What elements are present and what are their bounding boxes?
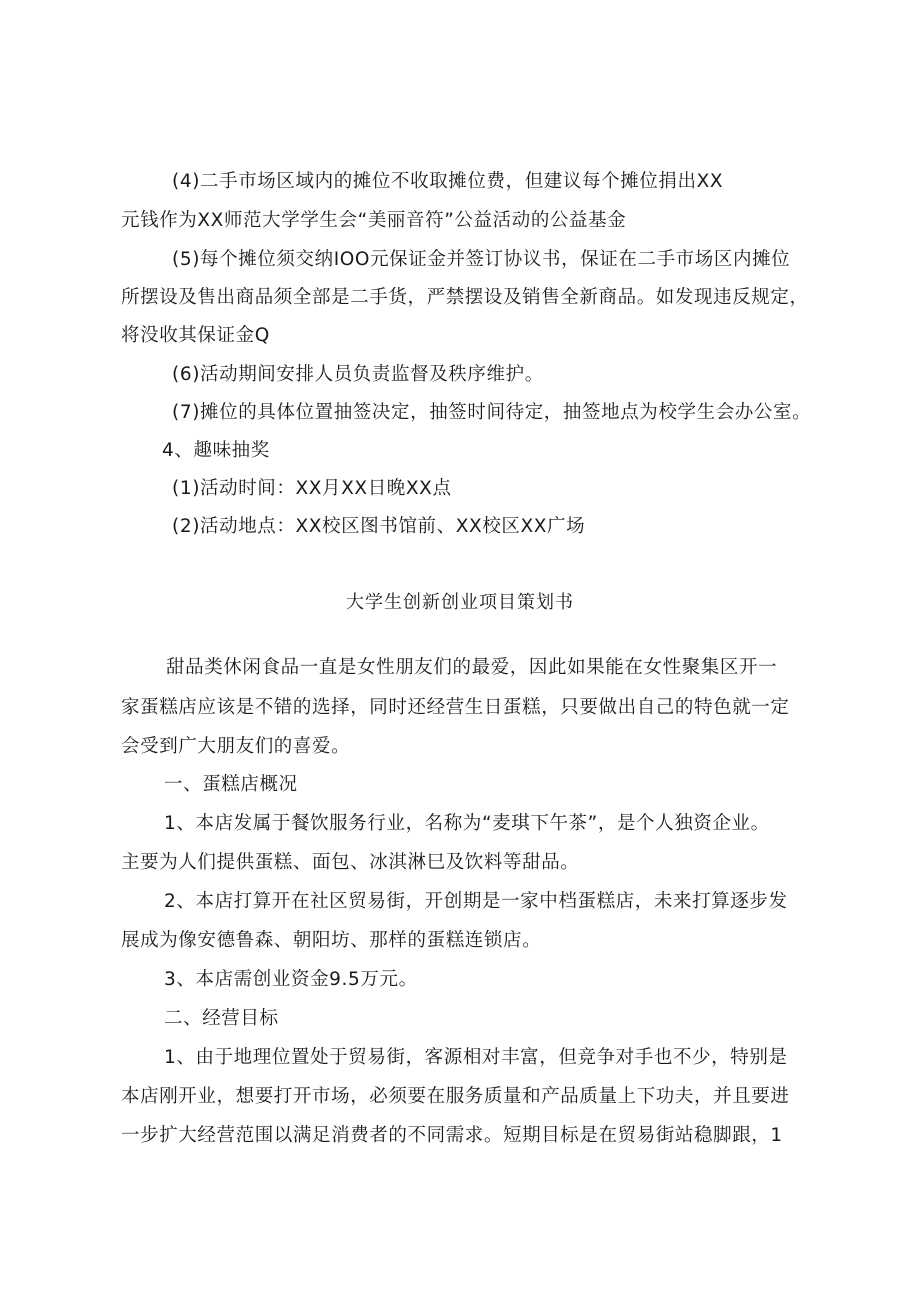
overview-p1-line-1: 1、本店发属于餐饮服务行业，名称为“麦琪下午茶”，是个人独资企业。 [164, 813, 770, 834]
overview-p2-line-1: 2、本店打算开在社区贸易街，开创期是一家中档蛋糕店，未来打算逐步发 [164, 891, 788, 912]
overview-p2-line-2: 展成为像安德鲁森、朝阳坊、那样的蛋糕连锁店。 [121, 930, 542, 951]
overview-p1-line-2: 主要为人们提供蛋糕、面包、冰淇淋巳及饮料等甜品。 [121, 852, 580, 873]
item-5-line-2: 所摆设及售出商品须全部是二手货，严禁摆设及销售全新商品。如发现违反规定， [121, 287, 809, 308]
goals-p1-line-2: 本店刚开业，想要打开市场，必须要在服务质量和产品质量上下功夫，并且要进 [121, 1086, 790, 1107]
lottery-time: (1)活动时间：XX月XX日晚XX点 [172, 478, 452, 499]
item-7: (7)摊位的具体位置抽签决定，抽签时间待定，抽签地点为校学生会办公室。 [172, 402, 812, 423]
lottery-location: (2)活动地点：XX校区图书馆前、XX校区XX广场 [172, 516, 586, 537]
intro-line-1: 甜品类休闲食品一直是女性朋友们的最爱，因此如果能在女性聚集区开一 [166, 657, 778, 678]
intro-line-3: 会受到广大朋友们的喜爱。 [121, 736, 351, 757]
item-4-line-1: (4)二手市场区域内的摊位不收取摊位费，但建议每个摊位捐出XX [172, 171, 724, 192]
item-6: (6)活动期间安排人员负责监督及秩序维护。 [172, 364, 544, 385]
overview-p3: 3、本店需创业资金9.5万元。 [164, 969, 418, 990]
item-5-line-1: (5)每个摊位须交纳IOO元保证金并签订协议书，保证在二手市场区内摊位 [172, 249, 791, 270]
item-4-line-2: 元钱作为XX师范大学学生会“美丽音符”公益活动的公益基金 [121, 210, 627, 231]
goals-p1-line-1: 1、由于地理位置处于贸易街，客源相对丰富，但竞争对手也不少，特别是 [164, 1047, 788, 1068]
document-title: 大学生创新创业项目策划书 [346, 592, 574, 613]
intro-line-2: 家蛋糕店应该是不错的选择，同时还经营生日蛋糕，只要做出自己的特色就一定 [121, 697, 790, 718]
item-5-line-3: 将没收其保证金Q [121, 325, 270, 346]
goals-p1-line-3: 一步扩大经营范围以满足消费者的不同需求。短期目标是在贸易街站稳脚跟，1 [121, 1125, 783, 1146]
heading-overview: 一、蛋糕店概况 [164, 774, 298, 795]
heading-lottery: 4、趣味抽奖 [162, 440, 270, 461]
heading-goals: 二、经营目标 [164, 1008, 279, 1029]
